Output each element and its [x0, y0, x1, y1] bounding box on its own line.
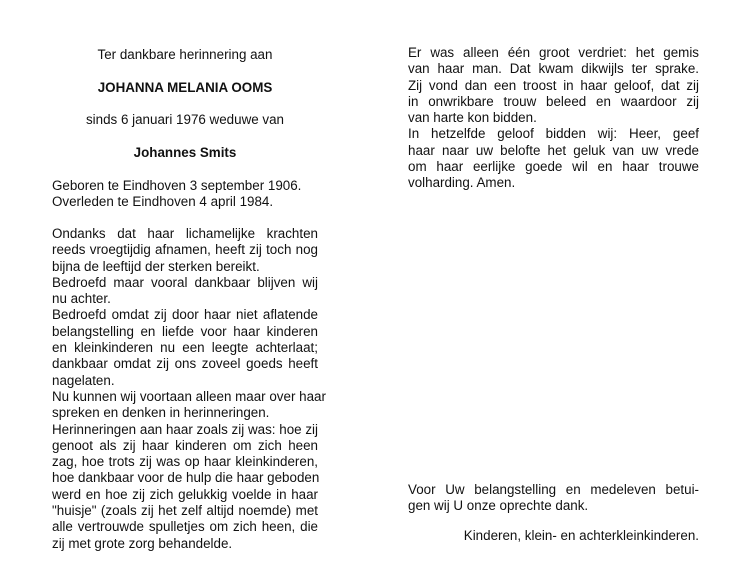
widow-line: sinds 6 januari 1976 weduwe van [85, 112, 284, 127]
text-line: zij met grote zorg behandelde. [52, 535, 233, 551]
text-line: Herinneringen aan haar zoals zij was: hoe zij [52, 421, 318, 437]
text-line: van haar man. Dat kwam dikwijls ter sprake. [408, 61, 699, 77]
text-line: Ondanks dat haar lichamelijke krachten [52, 226, 318, 241]
death-line: Overleden te Eindhoven 4 april 1984. [52, 194, 274, 209]
text-line: genoot als zij haar kinderen om zich heen [52, 437, 318, 453]
text-line: zag, hoe trots zij was op haar kleinkinderen, [52, 454, 318, 470]
text-line: Er was alleen één groot verdriet: het gemis [408, 45, 699, 60]
text-line: nagelaten. [52, 372, 115, 388]
text-line: Bedroefd omdat zij door haar niet aflatende [52, 307, 318, 323]
text-line: Voor Uw belangstelling en medeleven betui- [408, 482, 699, 497]
text-line: "huisje" (zoals zij het zelf altijd noemde) met [52, 503, 318, 519]
text-line: gen wij U onze oprechte dank. [408, 498, 589, 514]
text-line: belangstelling en liefde voor haar kinderen [52, 323, 318, 339]
text-line: dankbaar omdat zij ons zoveel goeds heeft [52, 356, 318, 372]
text-line: Bedroefd maar vooral dankbaar blijven wij [52, 274, 318, 290]
text-line: alle vertrouwde spulletjes om zich heen, die [52, 519, 318, 535]
text-line: bijna de leeftijd der sterken bereikt. [52, 258, 260, 274]
text-line: en kleinkinderen nu een leegte achterlaat; [52, 340, 318, 356]
text-line: Zij vond dan een troost in haar geloof, dat zij [408, 77, 699, 93]
text-line: van harte kon bidden. [408, 110, 537, 126]
signature-line: Kinderen, klein- en achterkleinkinderen. [463, 528, 699, 543]
deceased-name: JOHANNA MELANIA OOMS [97, 80, 273, 95]
text-line: In hetzelfde geloof bidden wij: Heer, geef [408, 126, 699, 142]
thanks-text [408, 482, 699, 515]
spouse-name: Johannes Smits [133, 145, 237, 160]
left-body-text [52, 226, 326, 552]
text-line: werd en hoe zij zich gelukkig voelde in haar [52, 486, 318, 502]
text-line: volharding. Amen. [408, 175, 516, 191]
birth-line: Geboren te Eindhoven 3 september 1906. [52, 178, 302, 193]
text-line: spreken en denken in herinneringen. [52, 405, 270, 421]
text-line: nu achter. [52, 291, 111, 307]
intro-line: Ter dankbare herinnering aan [97, 47, 273, 62]
text-line: om haar eerlijke goede wil en haar trouwe [408, 159, 699, 175]
text-line: haar naar uw belofte het geluk van uw vrede [408, 142, 699, 158]
text-line: in onwrikbare trouw beleed en waardoor zij [408, 93, 699, 109]
text-line: Nu kunnen wij voortaan alleen maar over haar [52, 388, 326, 404]
text-line: hoe dankbaar voor de hulp die haar geboden [52, 470, 320, 486]
text-line: reeds vroegtijdig afnamen, heeft zij toch nog [52, 242, 318, 258]
right-body-text [408, 45, 699, 192]
